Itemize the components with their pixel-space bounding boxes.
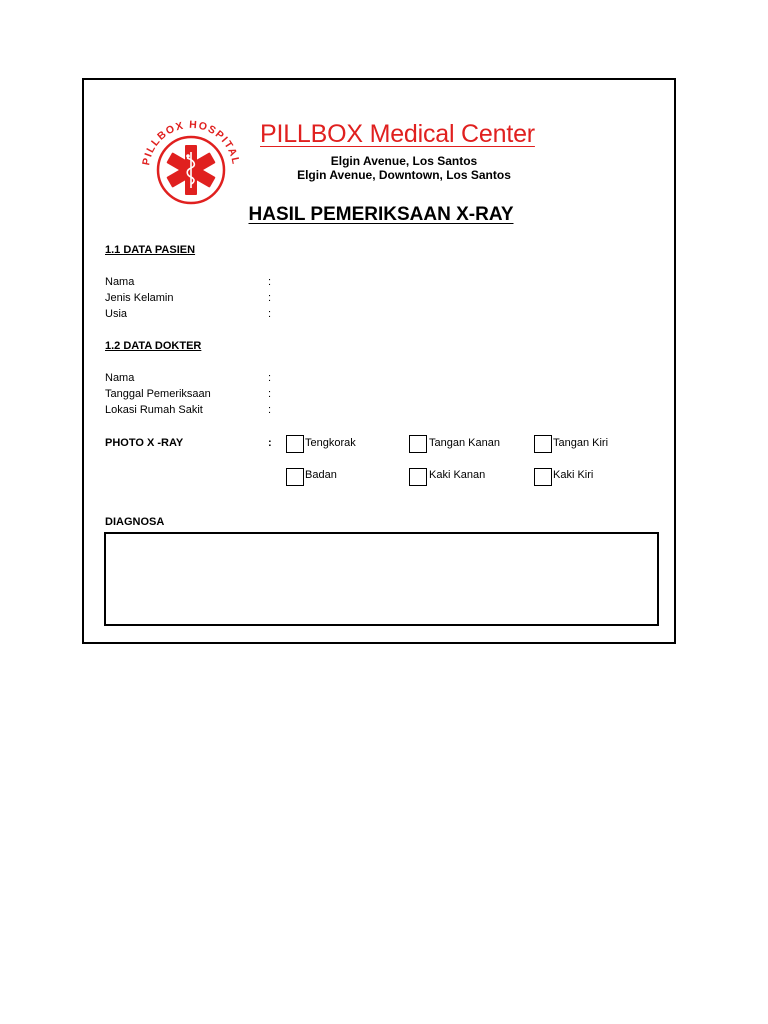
patient-age-colon: : bbox=[268, 308, 272, 320]
checkbox-tangan-kiri-label: Tangan Kiri bbox=[553, 437, 609, 449]
checkbox-kaki-kiri-label: Kaki Kiri bbox=[553, 469, 594, 481]
doctor-name-label: Nama bbox=[105, 372, 135, 384]
patient-gender-colon: : bbox=[268, 292, 272, 304]
checkbox-tangan-kanan[interactable] bbox=[409, 435, 427, 453]
exam-date-colon: : bbox=[268, 388, 272, 400]
diagnosa-label: DIAGNOSA bbox=[105, 516, 165, 528]
document-title: HASIL PEMERIKSAAN X-RAY bbox=[248, 204, 514, 225]
logo-text: PILLBOX HOSPITAL bbox=[140, 118, 242, 167]
patient-age-label: Usia bbox=[105, 308, 128, 320]
doctor-section-heading: 1.2 DATA DOKTER bbox=[105, 340, 202, 352]
hospital-location-label: Lokasi Rumah Sakit bbox=[105, 404, 203, 416]
address-line-2: Elgin Avenue, Downtown, Los Santos bbox=[297, 168, 511, 182]
checkbox-badan[interactable] bbox=[286, 468, 304, 486]
checkbox-kaki-kanan[interactable] bbox=[409, 468, 427, 486]
checkbox-tengkorak-label: Tengkorak bbox=[305, 437, 356, 449]
checkbox-badan-label: Badan bbox=[305, 469, 337, 481]
exam-date-label: Tanggal Pemeriksaan bbox=[105, 388, 211, 400]
checkbox-tengkorak[interactable] bbox=[286, 435, 304, 453]
organization-name: PILLBOX Medical Center bbox=[260, 120, 535, 148]
photo-xray-colon: : bbox=[268, 437, 272, 449]
photo-xray-label: PHOTO X -RAY bbox=[105, 437, 184, 449]
xray-form bbox=[82, 78, 676, 644]
doctor-name-colon: : bbox=[268, 372, 272, 384]
patient-name-label: Nama bbox=[105, 276, 135, 288]
hospital-location-colon: : bbox=[268, 404, 272, 416]
patient-gender-label: Jenis Kelamin bbox=[105, 292, 174, 304]
checkbox-tangan-kiri[interactable] bbox=[534, 435, 552, 453]
patient-section-heading: 1.1 DATA PASIEN bbox=[105, 244, 196, 256]
checkbox-tangan-kanan-label: Tangan Kanan bbox=[429, 437, 500, 449]
checkbox-kaki-kanan-label: Kaki Kanan bbox=[429, 469, 486, 481]
star-of-life-icon bbox=[166, 145, 215, 195]
checkbox-kaki-kiri[interactable] bbox=[534, 468, 552, 486]
diagnosa-box[interactable] bbox=[104, 532, 659, 626]
patient-name-colon: : bbox=[268, 276, 272, 288]
address-line-1: Elgin Avenue, Los Santos bbox=[330, 154, 478, 168]
hospital-logo bbox=[136, 108, 246, 218]
